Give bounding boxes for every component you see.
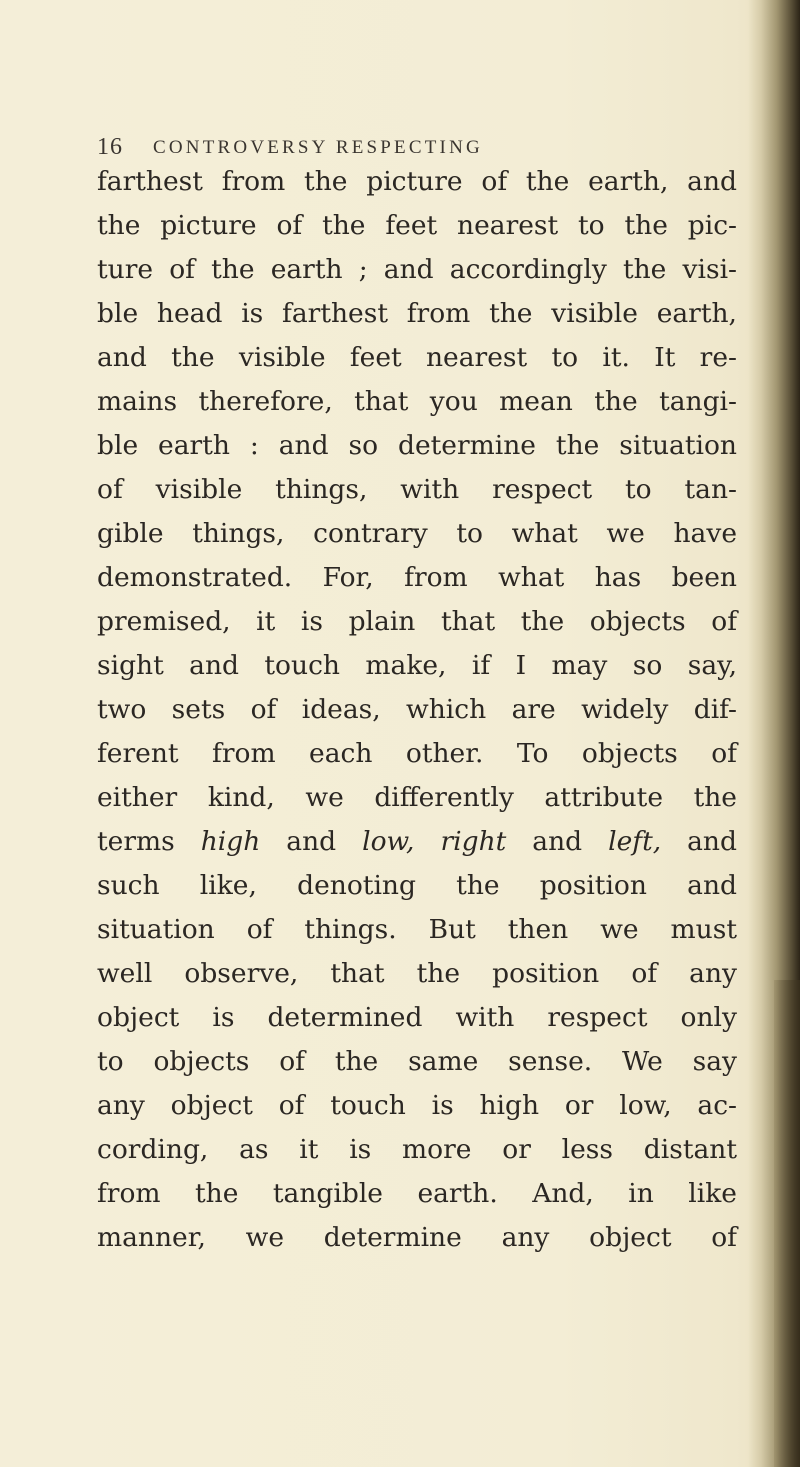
text-line-with-italics: [97, 820, 737, 864]
text-line: mains therefore, that you mean the tangi-: [97, 386, 737, 417]
text-line: well observe, that the position of any: [97, 958, 737, 989]
text-segment: [415, 826, 441, 857]
text-line: manner, we determine any object of: [97, 1222, 737, 1253]
running-head: CONTROVERSY RESPECTING: [153, 137, 483, 158]
text-segment: and: [506, 826, 609, 857]
body-text: [97, 160, 737, 1260]
text-line: to objects of the same sense. We say: [97, 1046, 737, 1077]
text-line: ture of the earth ; and accordingly the visi-: [97, 254, 737, 285]
text-line: ferent from each other. To objects of: [97, 738, 737, 769]
text-line: two sets of ideas, which are widely dif-: [97, 694, 737, 725]
text-segment: and: [260, 826, 363, 857]
text-line: and the visible feet nearest to it. It re-: [97, 342, 737, 373]
page-binding-shadow-lower: [774, 980, 800, 1467]
text-line: ble earth : and so determine the situation: [97, 430, 737, 461]
text-line: from the tangible earth. And, in like: [97, 1178, 737, 1209]
text-line: object is determined with respect only: [97, 1002, 737, 1033]
text-segment: terms: [97, 826, 201, 857]
text-line: the picture of the feet nearest to the pic-: [97, 210, 737, 241]
text-line: cording, as it is more or less distant: [97, 1134, 737, 1165]
italic-term-right: right: [440, 826, 507, 857]
text-line: such like, denoting the position and: [97, 870, 737, 901]
page-number: 16: [97, 134, 123, 160]
text-line: any object of touch is high or low, ac-: [97, 1090, 737, 1121]
text-line: farthest from the picture of the earth, and: [97, 166, 737, 197]
text-line: ble head is farthest from the visible earth,: [97, 298, 737, 329]
text-line: premised, it is plain that the objects of: [97, 606, 737, 637]
italic-term-high: high: [200, 826, 261, 857]
text-line: of visible things, with respect to tan-: [97, 474, 737, 505]
text-line: sight and touch make, if I may so say,: [97, 650, 737, 681]
text-line: gible things, contrary to what we have: [97, 518, 737, 549]
text-line: situation of things. But then we must: [97, 914, 737, 945]
italic-term-left: left,: [608, 826, 662, 857]
text-segment: and: [661, 826, 737, 857]
italic-term-low: low,: [362, 826, 415, 857]
text-line: demonstrated. For, from what has been: [97, 562, 737, 593]
text-line: either kind, we differently attribute the: [97, 782, 737, 813]
